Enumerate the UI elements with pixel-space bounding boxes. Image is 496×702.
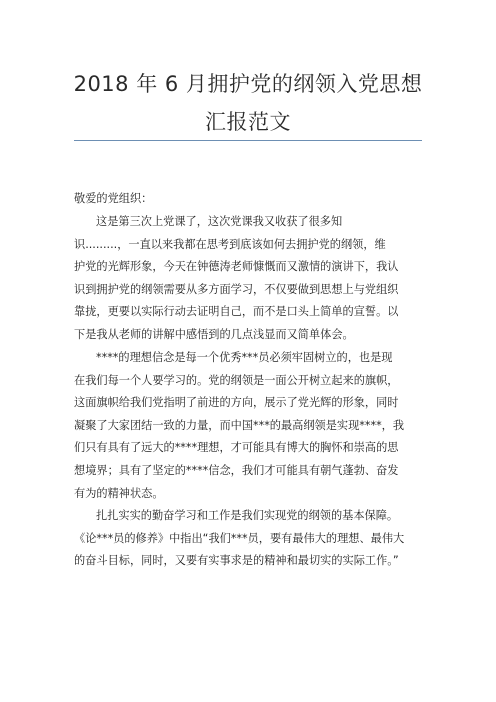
paragraph-1 [74,211,422,347]
paragraph-line: 凝聚了大家团结一致的力量，而中国***的最高纲领是实现****，我 [74,418,405,432]
paragraph-line: 识到拥护党的纲领需要从多方面学习，不仅要做到思想上与党组织 [74,282,399,296]
paragraph-line: 护党的光辉形象，今天在钟德涛老师慷慨而又激情的演讲下，我认 [74,260,399,274]
salutation-text: 敬爱的党组织： [74,192,153,205]
paragraph-line: 这是第三次上党课了，这次党课我又收获了很多知 [96,215,343,228]
paragraph-line: 下是我从老师的讲解中感悟到的几点浅显而又简单体会。 [74,327,354,341]
paragraph-3 [74,505,422,573]
paragraph-line: 靠拢，更要以实际行动去证明自己，而不是口头上简单的宣誓。以 [74,305,399,319]
paragraph-line: 的奋斗目标，同时，又要有实事求是的精神和最切实的实际工作。” [74,554,399,568]
paragraph-line: 想境界；具有了坚定的****信念，我们才可能具有朝气蓬勃、奋发 [74,463,399,477]
paragraph-line: 这面旗帜给我们党指明了前进的方向，展示了党光辉的形象，同时 [74,396,399,410]
paragraph-line: 《论***员的修养》中指出“我们***员，要有最伟大的理想、最伟大 [74,531,405,545]
paragraph-line: 有为的精神状态。 [74,486,164,500]
paragraph-line: 扎扎实实的勤奋学习和工作是我们实现党的纲领的基本保障。 [96,509,399,522]
paragraph-line: ****的理想信念是每一个优秀***员必须牢固树立的，也是现 [96,351,393,364]
paragraph-line: 们只有具有了远大的****理想，才可能具有博大的胸怀和崇高的思 [74,441,399,455]
paragraph-line: 在我们每一个人要学习的。党的纲领是一面公开树立起来的旗帜， [74,373,399,387]
paragraph-2 [74,347,422,505]
document-title-line-1: 2018 年 6 月拥护党的纲领入党思想 [73,72,423,96]
salutation [74,188,422,211]
paragraph-line: 识.........，一直以来我都在思考到底该如何去拥护党的纲领，维 [74,237,386,251]
document-title-line-2: 汇报范文 [205,110,291,134]
title-divider [74,140,422,141]
